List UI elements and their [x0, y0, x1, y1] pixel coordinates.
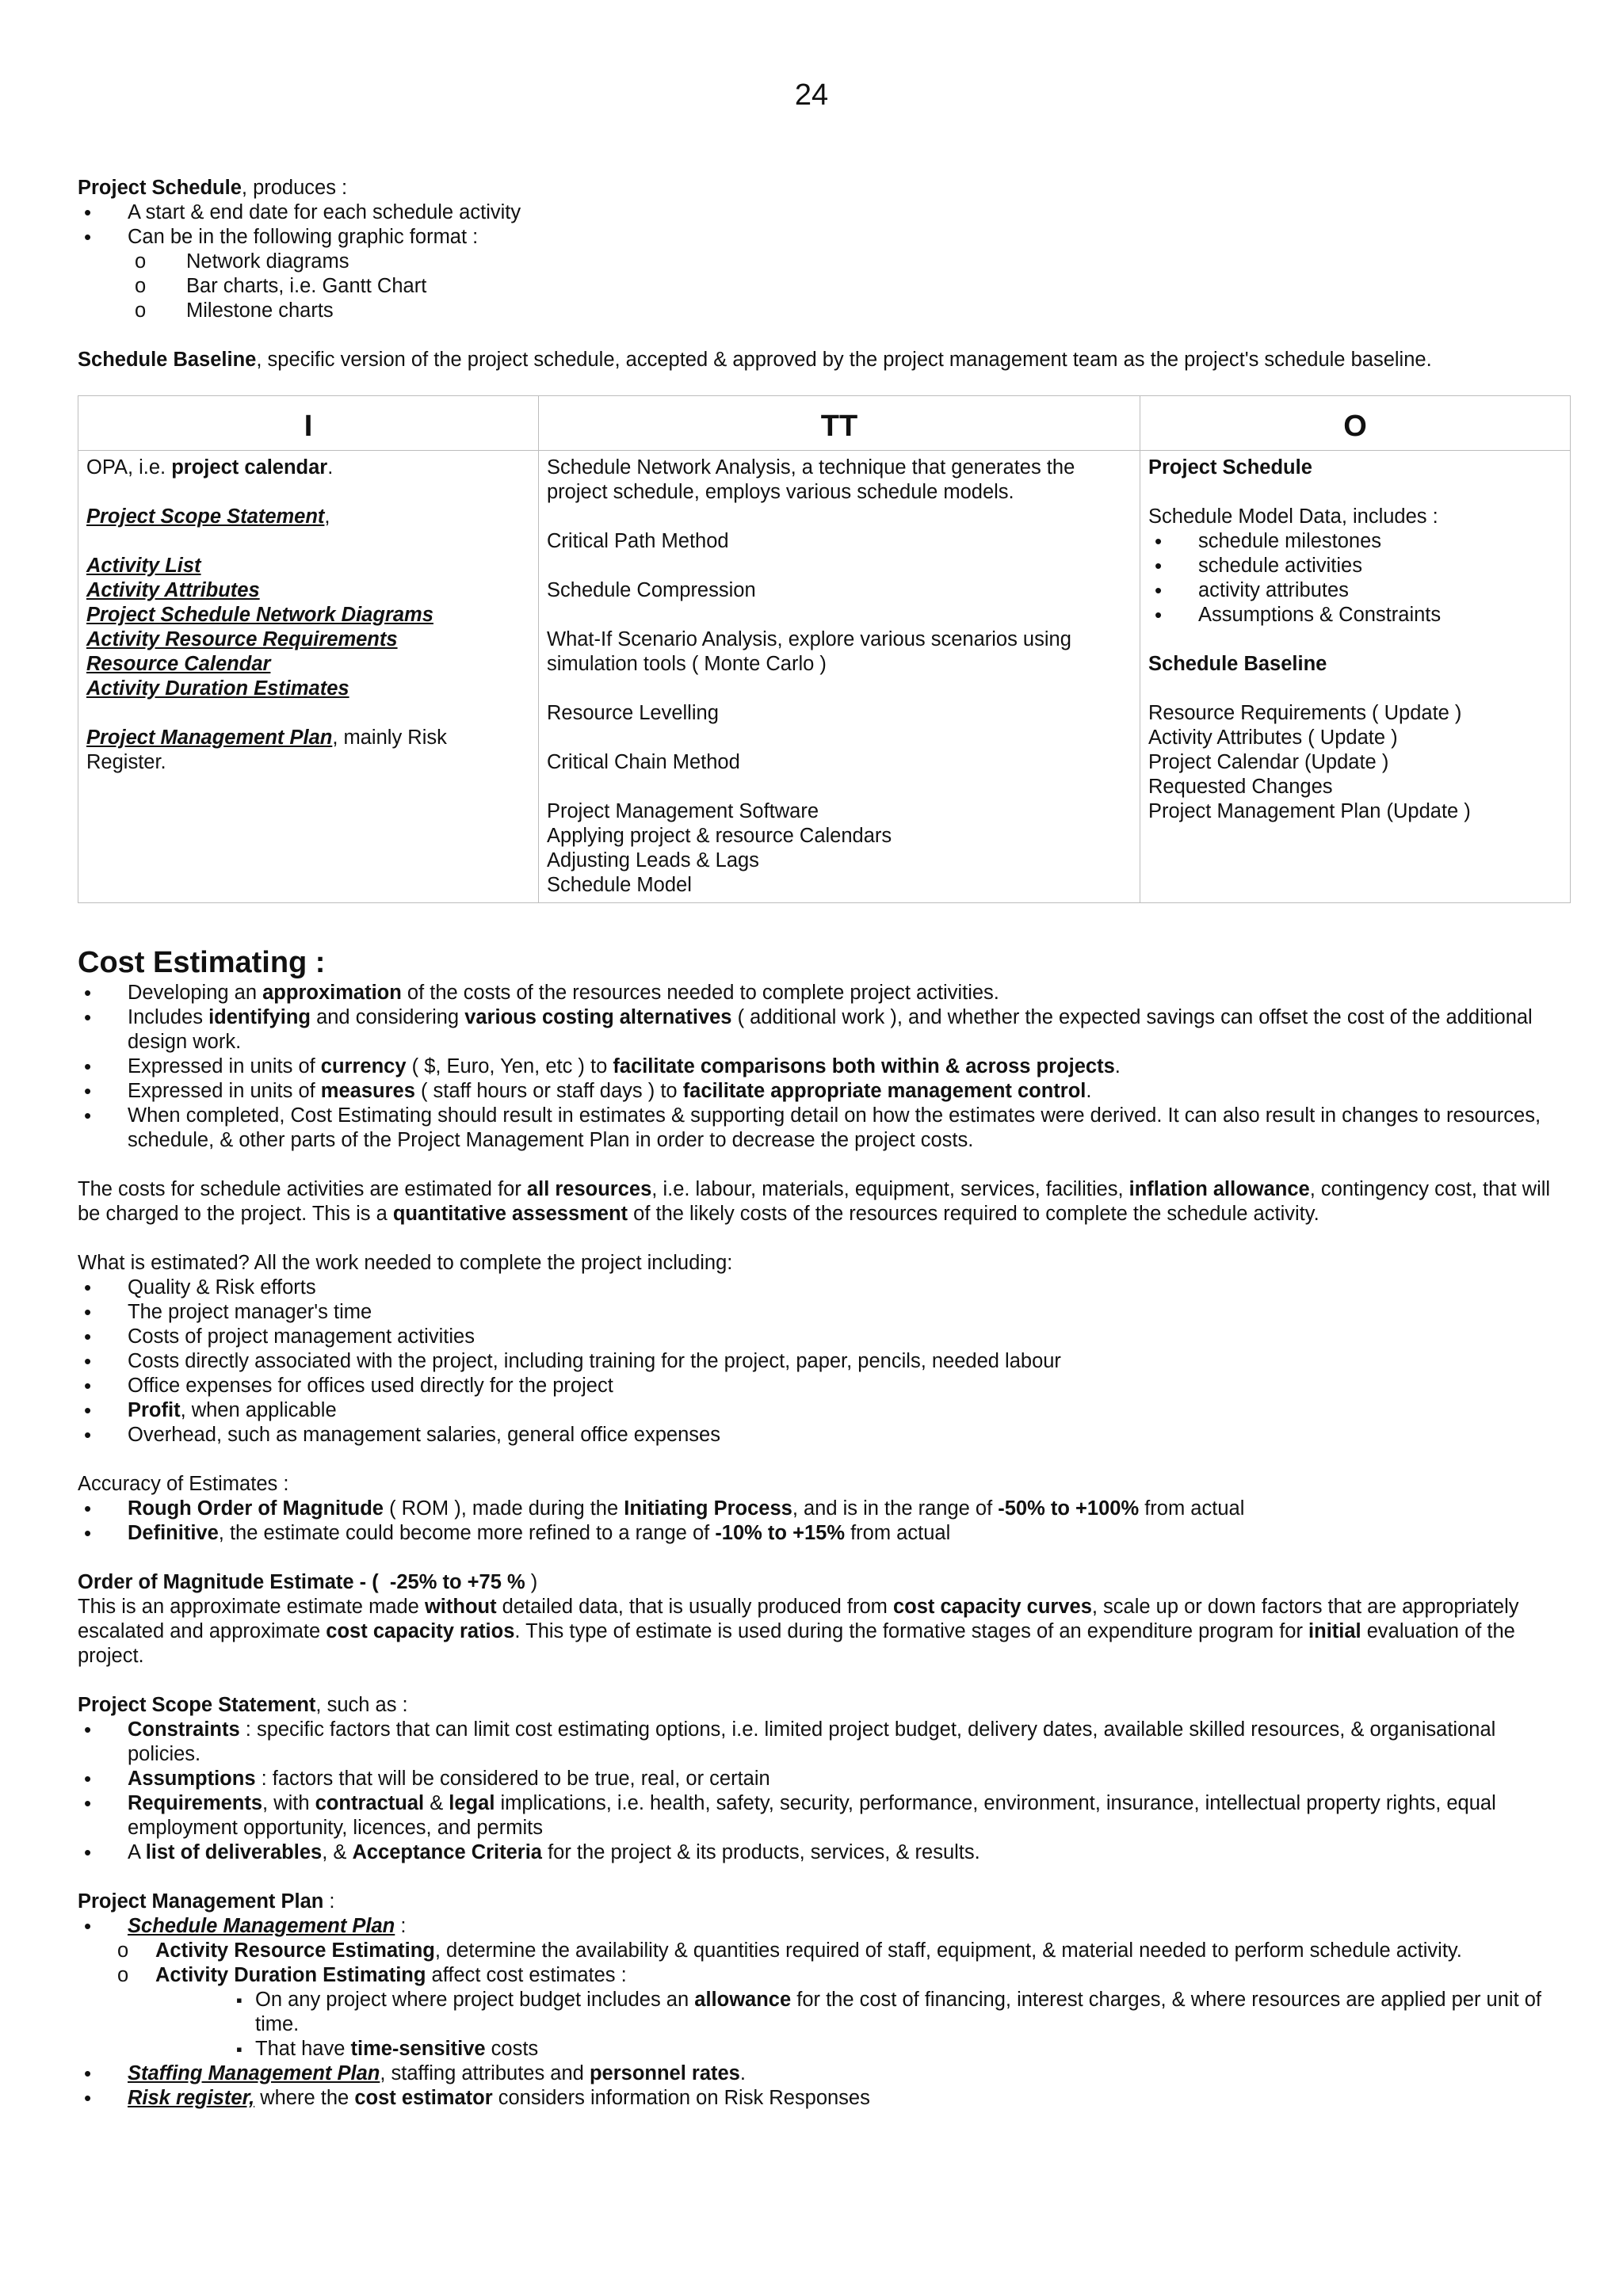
tools-cell	[539, 451, 1140, 903]
list-item: o Milestone charts	[78, 299, 1568, 323]
list-item: • The project manager's time	[78, 1300, 1568, 1325]
list-item: • activity attributes	[1148, 578, 1562, 603]
list-item: • When completed, Cost Estimating should result in estimates & supporting detail on how the estimates were derived. It can also result in changes to resources, schedule, & other parts of the Project Management Plan in order to decrease the project costs.	[78, 1104, 1568, 1153]
output-item: Project Calendar (Update )	[1148, 751, 1389, 773]
cost-list	[78, 981, 1568, 1153]
accuracy-title: Accuracy of Estimates :	[78, 1473, 289, 1495]
list-item: • Overhead, such as management salaries, general office expenses	[78, 1423, 1568, 1447]
list-item: • Schedule Management Plan : o Activity Resource Estimating, determine the availability & quantities required of staff, equipment, & material needed to perform schedule activity. o Activity Duration Estimating affect cost estimates : ▪ On any project where project budget includes an allowance for the cost of financing, interest charges, & where resources are applied per unit of time. ▪ That have time-sensitive costs	[78, 1914, 1568, 2061]
inputs-cell: OPA, i.e. project calendar. Project Scope Statement, Activity List Activity Attributes Project Schedule Network Diagrams Activity Resource Requirements Resource Calendar Activity Duration Estimates Project Management Plan, mainly Risk Register.	[78, 451, 539, 903]
tool-item: Schedule Model	[547, 874, 692, 896]
tool-item: Project Management Software	[547, 800, 819, 822]
tool-item: Schedule Network Analysis, a technique that generates the project schedule, employs various schedule models.	[547, 456, 1075, 503]
input-item: Activity List	[86, 555, 201, 577]
what-estimated-intro: What is estimated? All the work needed to complete the project including:	[78, 1252, 733, 1274]
list-item: ▪ That have time-sensitive costs	[78, 2037, 1568, 2061]
input-item: Project Schedule Network Diagrams	[86, 604, 433, 626]
tool-item: Resource Levelling	[547, 702, 719, 724]
format-list	[78, 250, 1568, 323]
list-item: • schedule activities	[1148, 554, 1562, 578]
list-item: • Profit, when applicable	[78, 1398, 1568, 1423]
list-item: • Requirements, with contractual & legal implications, i.e. health, safety, security, performance, environment, insurance, intellectual property rights, equal employment opportunity, licences, and permits	[78, 1791, 1568, 1840]
list-item: • Staffing Management Plan, staffing attributes and personnel rates.	[78, 2061, 1568, 2086]
tool-item: Schedule Compression	[547, 579, 756, 601]
input-item: Activity Duration Estimates	[86, 677, 349, 700]
schedule-list	[78, 200, 1568, 250]
list-item: • Can be in the following graphic format :	[78, 225, 1568, 250]
pmp-title: Project Management Plan :	[78, 1890, 335, 1913]
list-item: o Activity Resource Estimating, determine the availability & quantities required of staff, equipment, & material needed to perform schedule activity.	[78, 1939, 1568, 1963]
model-data-list	[1148, 529, 1562, 627]
list-item: • Expressed in units of currency ( $, Euro, Yen, etc ) to facilitate comparisons both within & across projects.	[78, 1055, 1568, 1079]
tool-item: Applying project & resource Calendars	[547, 825, 892, 847]
ome-paragraph: This is an approximate estimate made without detailed data, that is usually produced from cost capacity curves, scale up or down factors that are appropriately escalated and approximate cost capacity ratios. This type of estimate is used during the formative stages of an expenditure program for initial evaluation of the project.	[78, 1596, 1519, 1667]
list-item: ▪ On any project where project budget includes an allowance for the cost of financing, interest charges, & where resources are applied per unit of time.	[78, 1988, 1568, 2037]
list-item: • A start & end date for each schedule activity	[78, 200, 1568, 225]
page-content	[78, 176, 1568, 2111]
list-item: • Includes identifying and considering various costing alternatives ( additional work ), and whether the expected savings can offset the cost of the additional design work.	[78, 1005, 1568, 1055]
list-item: • Costs directly associated with the project, including training for the project, paper, pencils, needed labour	[78, 1349, 1568, 1374]
ade-sublist	[78, 1988, 1568, 2061]
table-header-row	[78, 396, 1571, 451]
list-item: • Quality & Risk efforts	[78, 1276, 1568, 1300]
list-item: • Assumptions & Constraints	[1148, 603, 1562, 627]
list-item: • Developing an approximation of the costs of the resources needed to complete project activities.	[78, 981, 1568, 1005]
pss-list	[78, 1718, 1568, 1865]
list-item: • Risk register, where the cost estimator considers information on Risk Responses	[78, 2086, 1568, 2111]
tool-item: What-If Scenario Analysis, explore various scenarios using simulation tools ( Monte Carlo )	[547, 628, 1071, 675]
schedule-intro: Project Schedule, produces :	[78, 177, 348, 199]
output-item: Resource Requirements ( Update )	[1148, 702, 1462, 724]
tool-item: Adjusting Leads & Lags	[547, 849, 759, 871]
section-title: Cost Estimating :	[78, 946, 326, 979]
input-item: Resource Calendar	[86, 653, 271, 675]
pmp-list	[78, 1914, 1568, 2111]
output-item: Project Management Plan (Update )	[1148, 800, 1471, 822]
input-item: Activity Resource Requirements	[86, 628, 398, 650]
header-inputs: I	[78, 396, 539, 451]
list-item: • Office expenses for offices used directly for the project	[78, 1374, 1568, 1398]
table-row	[78, 451, 1571, 903]
list-item: • schedule milestones	[1148, 529, 1562, 554]
cost-paragraph: The costs for schedule activities are estimated for all resources, i.e. labour, materials, equipment, services, facilities, inflation allowance, contingency cost, that will be charged to the project. This is a quantitative assessment of the likely costs of the resources required to complete the schedule activity.	[78, 1178, 1551, 1225]
tool-item: Critical Chain Method	[547, 751, 740, 773]
list-item: o Activity Duration Estimating affect cost estimates : ▪ On any project where project budget includes an allowance for the cost of financing, interest charges, & where resources are applied per unit of time. ▪ That have time-sensitive costs	[78, 1963, 1568, 2061]
list-item: o Bar charts, i.e. Gantt Chart	[78, 274, 1568, 299]
list-item: • Rough Order of Magnitude ( ROM ), made during the Initiating Process, and is in the range of -50% to +100% from actual	[78, 1497, 1568, 1521]
header-outputs: O	[1140, 396, 1571, 451]
pss-title: Project Scope Statement, such as :	[78, 1694, 408, 1716]
page-number: 24	[794, 78, 829, 112]
list-item: o Network diagrams	[78, 250, 1568, 274]
list-item: • Constraints : specific factors that can limit cost estimating options, i.e. limited project budget, delivery dates, available skilled resources, & organisational policies.	[78, 1718, 1568, 1767]
output-item: Activity Attributes ( Update )	[1148, 727, 1398, 749]
output-item: Requested Changes	[1148, 776, 1333, 798]
tool-item: Critical Path Method	[547, 530, 729, 552]
ome-title: Order of Magnitude Estimate - ( -25% to +75 % )	[78, 1571, 538, 1593]
header-tools: TT	[539, 396, 1140, 451]
what-estimated-list	[78, 1276, 1568, 1447]
input-item: Activity Attributes	[86, 579, 260, 601]
accuracy-list	[78, 1497, 1568, 1546]
list-item: • Expressed in units of measures ( staff hours or staff days ) to facilitate appropriate management control.	[78, 1079, 1568, 1104]
baseline-paragraph: Schedule Baseline, specific version of the project schedule, accepted & approved by the project management team as the project's schedule baseline.	[78, 349, 1432, 371]
list-item: • Assumptions : factors that will be considered to be true, real, or certain	[78, 1767, 1568, 1791]
list-item: • Costs of project management activities	[78, 1325, 1568, 1349]
outputs-cell: Project Schedule Schedule Model Data, includes : • schedule milestones • schedule activities • activity attributes • Assumptions & Constraints Schedule Baseline Resource Requirements ( Update ) Activity Attributes ( Update ) Project Calendar (Update ) Requested Changes Project Management Plan (Update )	[1140, 451, 1571, 903]
smp-sublist	[78, 1939, 1568, 2061]
itto-table	[78, 395, 1571, 903]
list-item: • Definitive, the estimate could become more refined to a range of -10% to +15% from actual	[78, 1521, 1568, 1546]
list-item: • A list of deliverables, & Acceptance Criteria for the project & its products, services, & results.	[78, 1840, 1568, 1865]
